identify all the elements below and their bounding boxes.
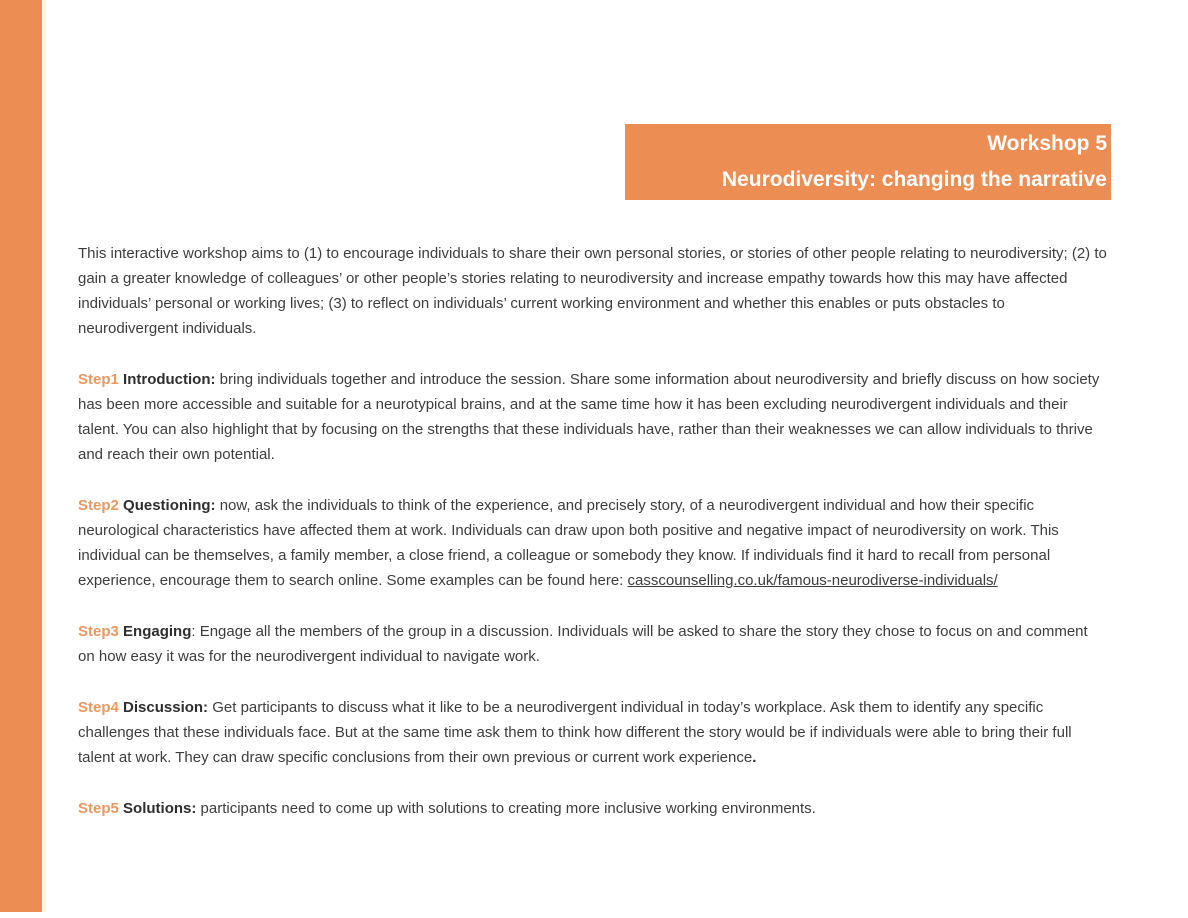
step-label: Step3 <box>78 623 119 640</box>
workshop-body <box>78 241 1108 821</box>
step-label: Step5 <box>78 800 119 817</box>
body-text: participants need to come up with solutions to creating more inclusive working environments. <box>196 800 816 817</box>
step-title: Solutions: <box>123 800 197 817</box>
paragraph <box>78 493 1108 593</box>
paragraph <box>78 241 1108 341</box>
body-text: bring individuals together and introduce the session. Share some information about neurodiversity and briefly discuss on how society has been more accessible and suitable for a neurotypical brains, and at the same time how it has been excluding neurodivergent individuals and their talent. You can also highlight that by focusing on the strengths that these individuals have, rather than their weaknesses we can allow individuals to thrive and reach their own potential. <box>78 371 1100 463</box>
external-link[interactable]: casscounselling.co.uk/famous-neurodiverse-individuals/ <box>627 572 998 589</box>
body-text: now, ask the individuals to think of the experience, and precisely story, of a neurodivergent individual and how their specific neurological characteristics have affected them at work. Individuals can draw upon both positive and negative impact of neurodiversity on work. This individual can be themselves, a family member, a close friend, a colleague or somebody they know. If individuals find it hard to recall from personal experience, encourage them to search online. Some examples can be found here: <box>78 497 1059 589</box>
step-title: Introduction: <box>123 371 216 388</box>
step-label: Step2 <box>78 497 119 514</box>
step-title: Engaging <box>123 623 192 640</box>
paragraph <box>78 619 1108 669</box>
step-label: Step1 <box>78 371 119 388</box>
body-text: This interactive workshop aims to (1) to encourage individuals to share their own personal stories, or stories of other people relating to neurodiversity; (2) to gain a greater knowledge of colleagues’ or other people’s stories relating to neurodiversity and increase empathy towards how this may have affected individuals’ personal or working lives; (3) to reflect on individuals’ current working environment and whether this enables or puts obstacles to neurodivergent individuals. <box>78 245 1107 337</box>
body-text: Get participants to discuss what it like to be a neurodivergent individual in today’s workplace. Ask them to identify any specific challenges that these individuals face. But at the same time ask them to think how different the story would be if individuals were able to bring their full talent at work. They can draw specific conclusions from their own previous or current work experience <box>78 699 1072 766</box>
paragraph <box>78 367 1108 467</box>
step-title: . <box>752 749 757 766</box>
paragraph <box>78 695 1108 770</box>
step-title: Questioning: <box>123 497 216 514</box>
workshop-header <box>625 124 1111 200</box>
body-text: : Engage all the members of the group in a discussion. Individuals will be asked to share the story they chose to focus on and comment on how easy it was for the neurodivergent individual to navigate work. <box>78 623 1088 665</box>
workshop-title: Neurodiversity: changing the narrative <box>721 168 1107 191</box>
paragraph <box>78 796 1108 821</box>
step-title: Discussion: <box>123 699 209 716</box>
step-label: Step4 <box>78 699 119 716</box>
workshop-number: Workshop 5 <box>987 132 1107 155</box>
left-accent-bar <box>0 0 45 912</box>
